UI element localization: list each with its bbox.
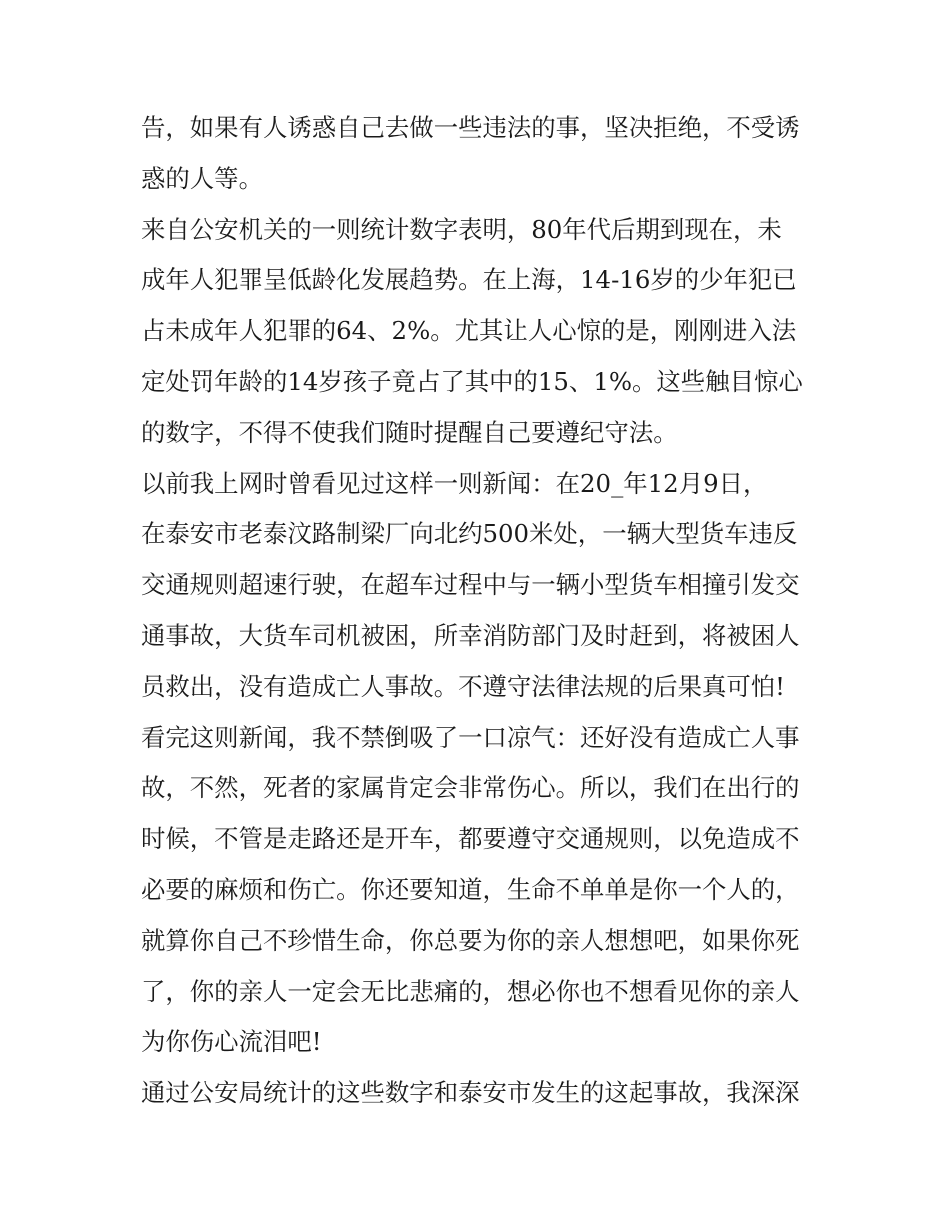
- text-line: 交通规则超速行驶，在超车过程中与一辆小型货车相撞引发交: [141, 570, 800, 600]
- text-line: 惑的人等。: [141, 163, 263, 193]
- text-line: 时候，不管是走路还是开车，都要遵守交通规则，以免造成不: [141, 824, 800, 854]
- text-line: 必要的麻烦和伤亡。你还要知道，生命不单单是你一个人的，: [141, 874, 800, 904]
- text-line: 通过公安局统计的这些数字和泰安市发生的这起事故，我深深: [141, 1078, 800, 1108]
- text-line: 故，不然，死者的家属肯定会非常伤心。所以，我们在出行的: [141, 773, 800, 803]
- text-line: 占未成年人犯罪的64、2%。尤其让人心惊的是，刚刚进入法: [141, 316, 797, 346]
- document-body: [141, 103, 821, 1119]
- text-line: 以前我上网时曾看见过这样一则新闻：在20_年12月9日，: [141, 468, 768, 498]
- text-line: 来自公安机关的一则统计数字表明，80年代后期到现在，未: [141, 214, 782, 244]
- text-line: 定处罚年龄的14岁孩子竟占了其中的15、1%。这些触目惊心: [141, 366, 803, 396]
- text-line: 在泰安市老泰汶路制梁厂向北约500米处，一辆大型货车违反: [141, 519, 798, 549]
- text-line: 为你伤心流泪吧!: [141, 1027, 322, 1057]
- text-line: 就算你自己不珍惜生命，你总要为你的亲人想想吧，如果你死: [141, 925, 800, 955]
- text-line: 员救出，没有造成亡人事故。不遵守法律法规的后果真可怕!: [141, 671, 785, 701]
- text-line: 了，你的亲人一定会无比悲痛的，想必你也不想看见你的亲人: [141, 976, 800, 1006]
- text-line: 的数字，不得不使我们随时提醒自己要遵纪守法。: [141, 417, 678, 447]
- text-line: 通事故，大货车司机被困，所幸消防部门及时赶到，将被困人: [141, 620, 800, 650]
- text-line: 成年人犯罪呈低龄化发展趋势。在上海，14-16岁的少年犯已: [141, 265, 797, 295]
- text-line: 看完这则新闻，我不禁倒吸了一口凉气：还好没有造成亡人事: [141, 722, 800, 752]
- text-line: 告，如果有人诱惑自己去做一些违法的事，坚决拒绝，不受诱: [141, 113, 800, 142]
